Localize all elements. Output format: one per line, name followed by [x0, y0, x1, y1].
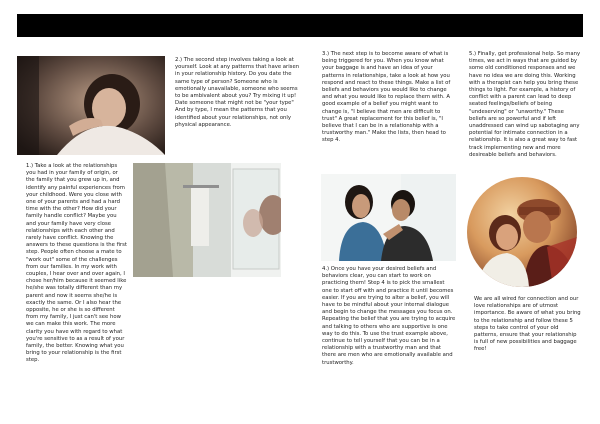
step-3-paragraph: 3.) The next step is to become aware of what is being triggered for you. When you know what your baggage is and have an idea of your patterns in relationships, take a look at how you respond and react to these things. Make a list of beliefs and behaviors you would like to change and what you would like to replace them with. A good example of a belief you might want to change is, "I believe that men are difficult to trust" A great replacement for this belief is, "I believe that I can be in a relationship with a trustworthy man." Make the lists, then head to step 4.: [322, 51, 451, 144]
step-5-paragraph: 5.) Finally, get professional help. So many times, we act in ways that are guided by some old conditioned responses and we have no idea we are doing this. Working with a therapist can help you bring these things to light. For example, a history of conflict with a parent can lead to deep seated feelings/beliefs of being "undeserving" or "unworthy." These beliefs are so powerful and if left unaddressed can wind up sabotaging any potential for intimate connection in a relationship. It is also a great way to fast track implementing new and more desireable beliefs and behaviors.: [469, 51, 581, 158]
step-4-paragraph: 4.) Once you have your desired beliefs and behaviors clear, you can start to work on practicing them! Step 4 is to pick the smallest one to start off with and practice it until becomes easier. If you are trying to alter a belief, you will have to be mindful about your internal dialogue and begin to change the messages you focus on. Repeating the belief that you are trying to acquire and talking to others who are supportive is one way to do this. To use the trust example above, continue to tell yourself that you can be in a relationship with a trustworthy man and that there are men who are emotionally available and trustworthy.: [322, 266, 456, 366]
photo-woman-thinking: [17, 56, 165, 155]
step-1-paragraph: 1.) Take a look at the relationships you had in your family of origin, or the family that you grew up in, and identify any painful experiences from your childhood. Were you close with one of your parents and had a hard time with the other? How did your family handle conflict? Maybe you and your family have very close relationships with each other and rarely have conflict. Knowing the answers to these questions is the first step. People often choose a mate to "work out" some of the challenges from our families. In my work with couples, I hear over and over again, I chose her/him because it seemed like he/she was totally different than my parent and now it seems she/he is exactly the same. Or I also hear the opposite, he or she is so different from my family, I just can't see how we can make this work. The more clarity you have with regard to what you're sensitive to as a result of your family, the better. Knowing what you bring to your relationship is the first step.: [26, 163, 127, 364]
photo-couple-talking: [321, 174, 456, 261]
couple-embrace-illustration: [467, 177, 577, 287]
woman-mirror-illustration: [133, 163, 281, 277]
photo-woman-mirror: [133, 163, 281, 277]
header-bar: [17, 14, 583, 37]
closing-paragraph: We are all wired for connection and our love relationships are of utmost importance. Be aware of what you bring to the relationship and follow these 5 steps to take control of your old patterns, ensure that your relationship is full of new possibilities and baggage free!: [474, 296, 581, 353]
photo-couple-embrace: [467, 177, 577, 287]
couple-talking-illustration: [321, 174, 456, 261]
step-2-paragraph: 2.) The second step involves taking a look at yourself. Look at any patterns that have arisen in your relationship history. Do you date the same type of person? Someone who is emotionally unavailable, someone who seems to be ambivalent about you? Try mixing it up! Date someone that might not be "your type" And by type, I mean the patterns that you identified about your relationships, not only physical appearance.: [175, 57, 300, 128]
woman-thinking-illustration: [17, 56, 165, 155]
